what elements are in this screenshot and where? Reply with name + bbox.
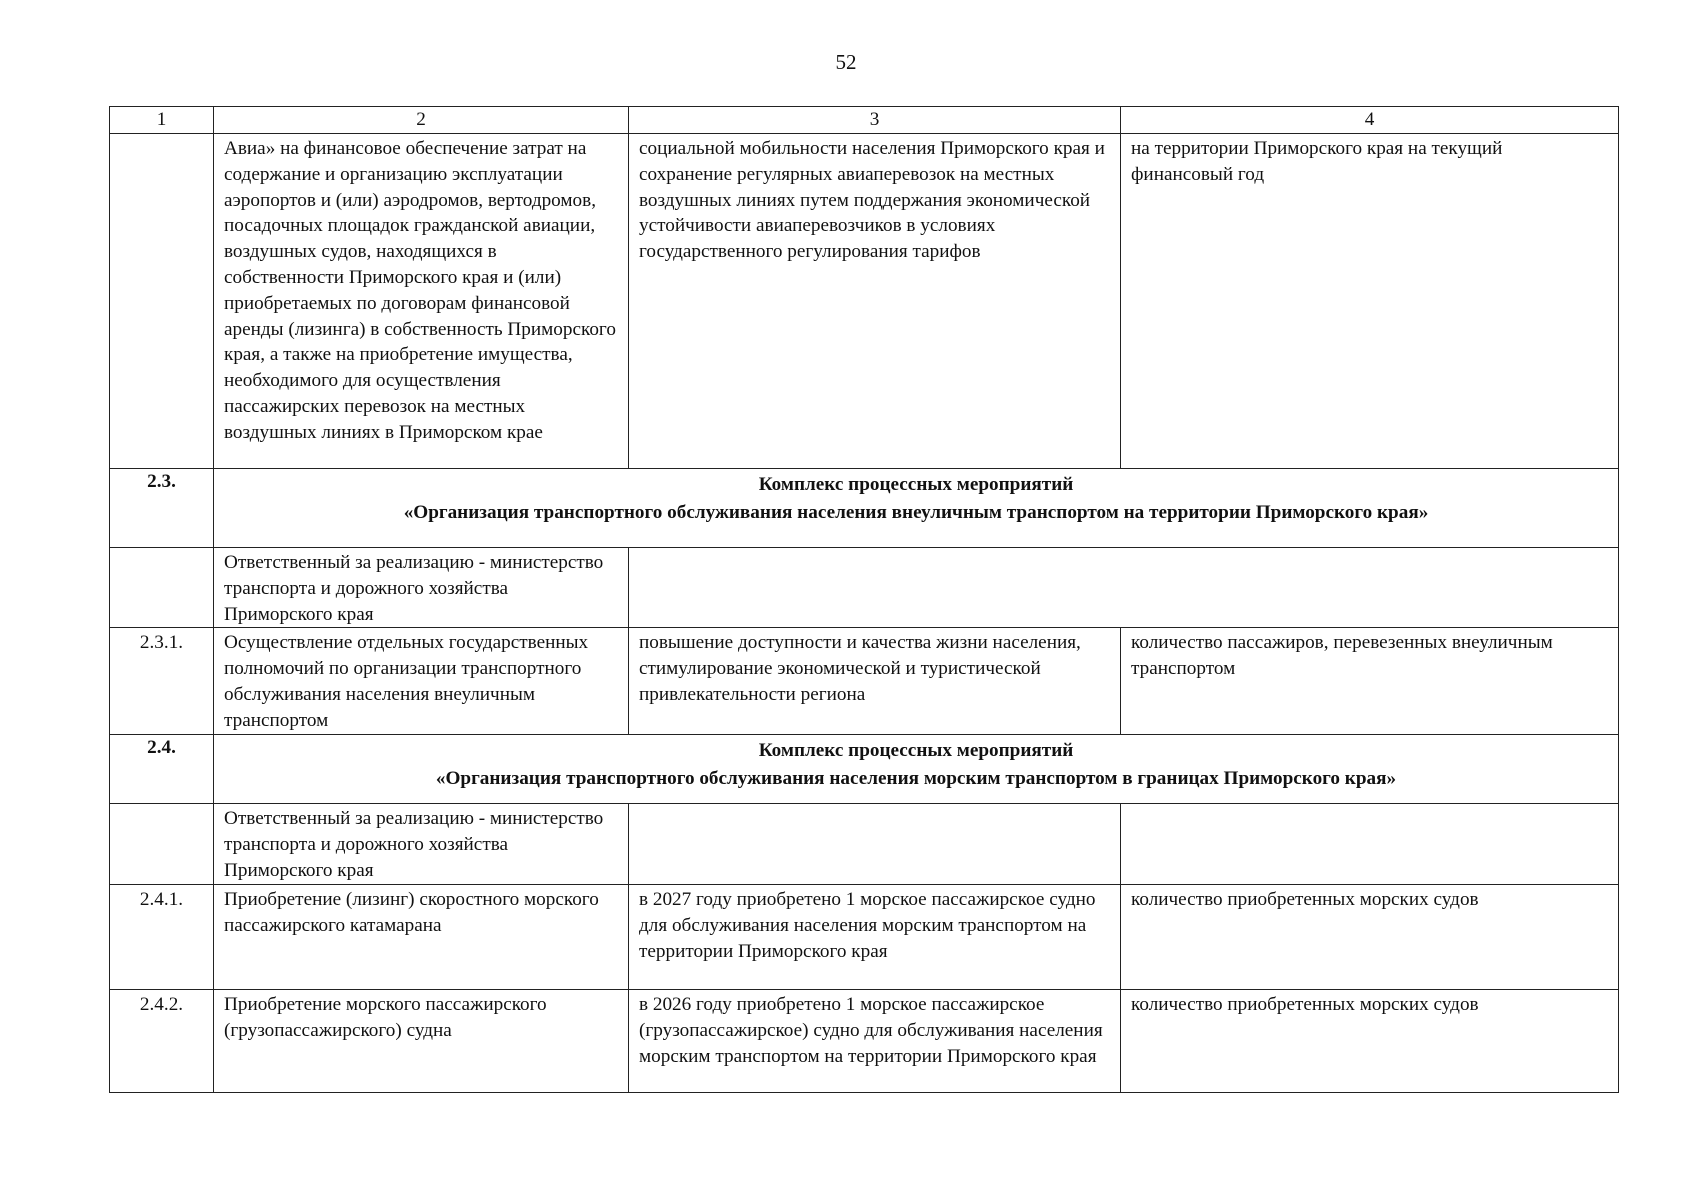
measure-indicator: количество приобретенных морских судов — [1121, 885, 1619, 990]
column-header: 3 — [629, 107, 1121, 134]
page-number: 52 — [835, 50, 857, 74]
row-number: 2.4.2. — [110, 990, 214, 1093]
measure-name: Приобретение морского пассажирского (грузопассажирского) судна — [214, 990, 629, 1093]
measure-result: повышение доступности и качества жизни населения, стимулирование экономической и туристической привлекательности региона — [629, 628, 1121, 735]
measure-name: Приобретение (лизинг) скоростного морского пассажирского катамарана — [214, 885, 629, 990]
column-header: 4 — [1121, 107, 1619, 134]
row-number — [110, 134, 214, 469]
section-row — [110, 735, 1619, 804]
measures-table — [109, 106, 1619, 1093]
section-title-line: «Организация транспортного обслуживания населения внеуличным транспортом на территории Приморского края» — [403, 502, 1429, 523]
table-row — [110, 134, 1619, 469]
table-row — [110, 885, 1619, 990]
measure-result: в 2026 году приобретено 1 морское пассажирское (грузопассажирское) судно для обслуживания населения морским транспортом на территории Приморского края — [629, 990, 1121, 1093]
measure-name: Авиа» на финансовое обеспечение затрат на содержание и организацию эксплуатации аэропортов и (или) аэродромов, вертодромов, посадочных площадок гражданской авиации, воздушных судов, находящихся в собственности Приморского края и (или) приобретаемых по договорам финансовой аренды (лизинга) в собственность Приморского края, а также на приобретение имущества, необходимого для осуществления пассажирских перевозок на местных воздушных линиях в Приморском крае — [214, 134, 629, 469]
empty-cell — [110, 804, 214, 885]
measure-result: социальной мобильности населения Приморского края и сохранение регулярных авиаперевозок на местных воздушных линиях путем поддержания экономической устойчивости авиаперевозчиков в условиях государственного регулирования тарифов — [629, 134, 1121, 469]
responsible-row — [110, 548, 1619, 628]
section-title — [214, 735, 1619, 804]
measure-indicator: количество приобретенных морских судов — [1121, 990, 1619, 1093]
table-row — [110, 628, 1619, 735]
table-header-row — [110, 107, 1619, 134]
column-header: 2 — [214, 107, 629, 134]
section-number: 2.3. — [110, 469, 214, 548]
section-title-line: Комплекс процессных мероприятий — [758, 740, 1074, 762]
responsible-text: Ответственный за реализацию - министерство транспорта и дорожного хозяйства Приморского края — [214, 804, 629, 885]
empty-cell — [110, 548, 214, 628]
table-row — [110, 990, 1619, 1093]
column-header: 1 — [110, 107, 214, 134]
section-row — [110, 469, 1619, 548]
section-number: 2.4. — [110, 735, 214, 804]
section-title-line: «Организация транспортного обслуживания населения морским транспортом в границах Приморского края» — [435, 768, 1397, 790]
section-title — [214, 469, 1619, 548]
empty-cell — [1121, 804, 1619, 885]
measure-result: в 2027 году приобретено 1 морское пассажирское судно для обслуживания населения морским транспортом на территории Приморского края — [629, 885, 1121, 990]
measure-indicator: количество пассажиров, перевезенных внеуличным транспортом — [1121, 628, 1619, 735]
section-title-line: Комплекс процессных мероприятий — [758, 474, 1074, 495]
responsible-row — [110, 804, 1619, 885]
measure-name: Осуществление отдельных государственных полномочий по организации транспортного обслуживания населения внеуличным транспортом — [214, 628, 629, 735]
responsible-text: Ответственный за реализацию - министерство транспорта и дорожного хозяйства Приморского края — [214, 548, 629, 628]
empty-cell — [629, 548, 1619, 628]
row-number: 2.3.1. — [110, 628, 214, 735]
row-number: 2.4.1. — [110, 885, 214, 990]
empty-cell — [629, 804, 1121, 885]
measure-indicator: на территории Приморского края на текущий финансовый год — [1121, 134, 1619, 469]
